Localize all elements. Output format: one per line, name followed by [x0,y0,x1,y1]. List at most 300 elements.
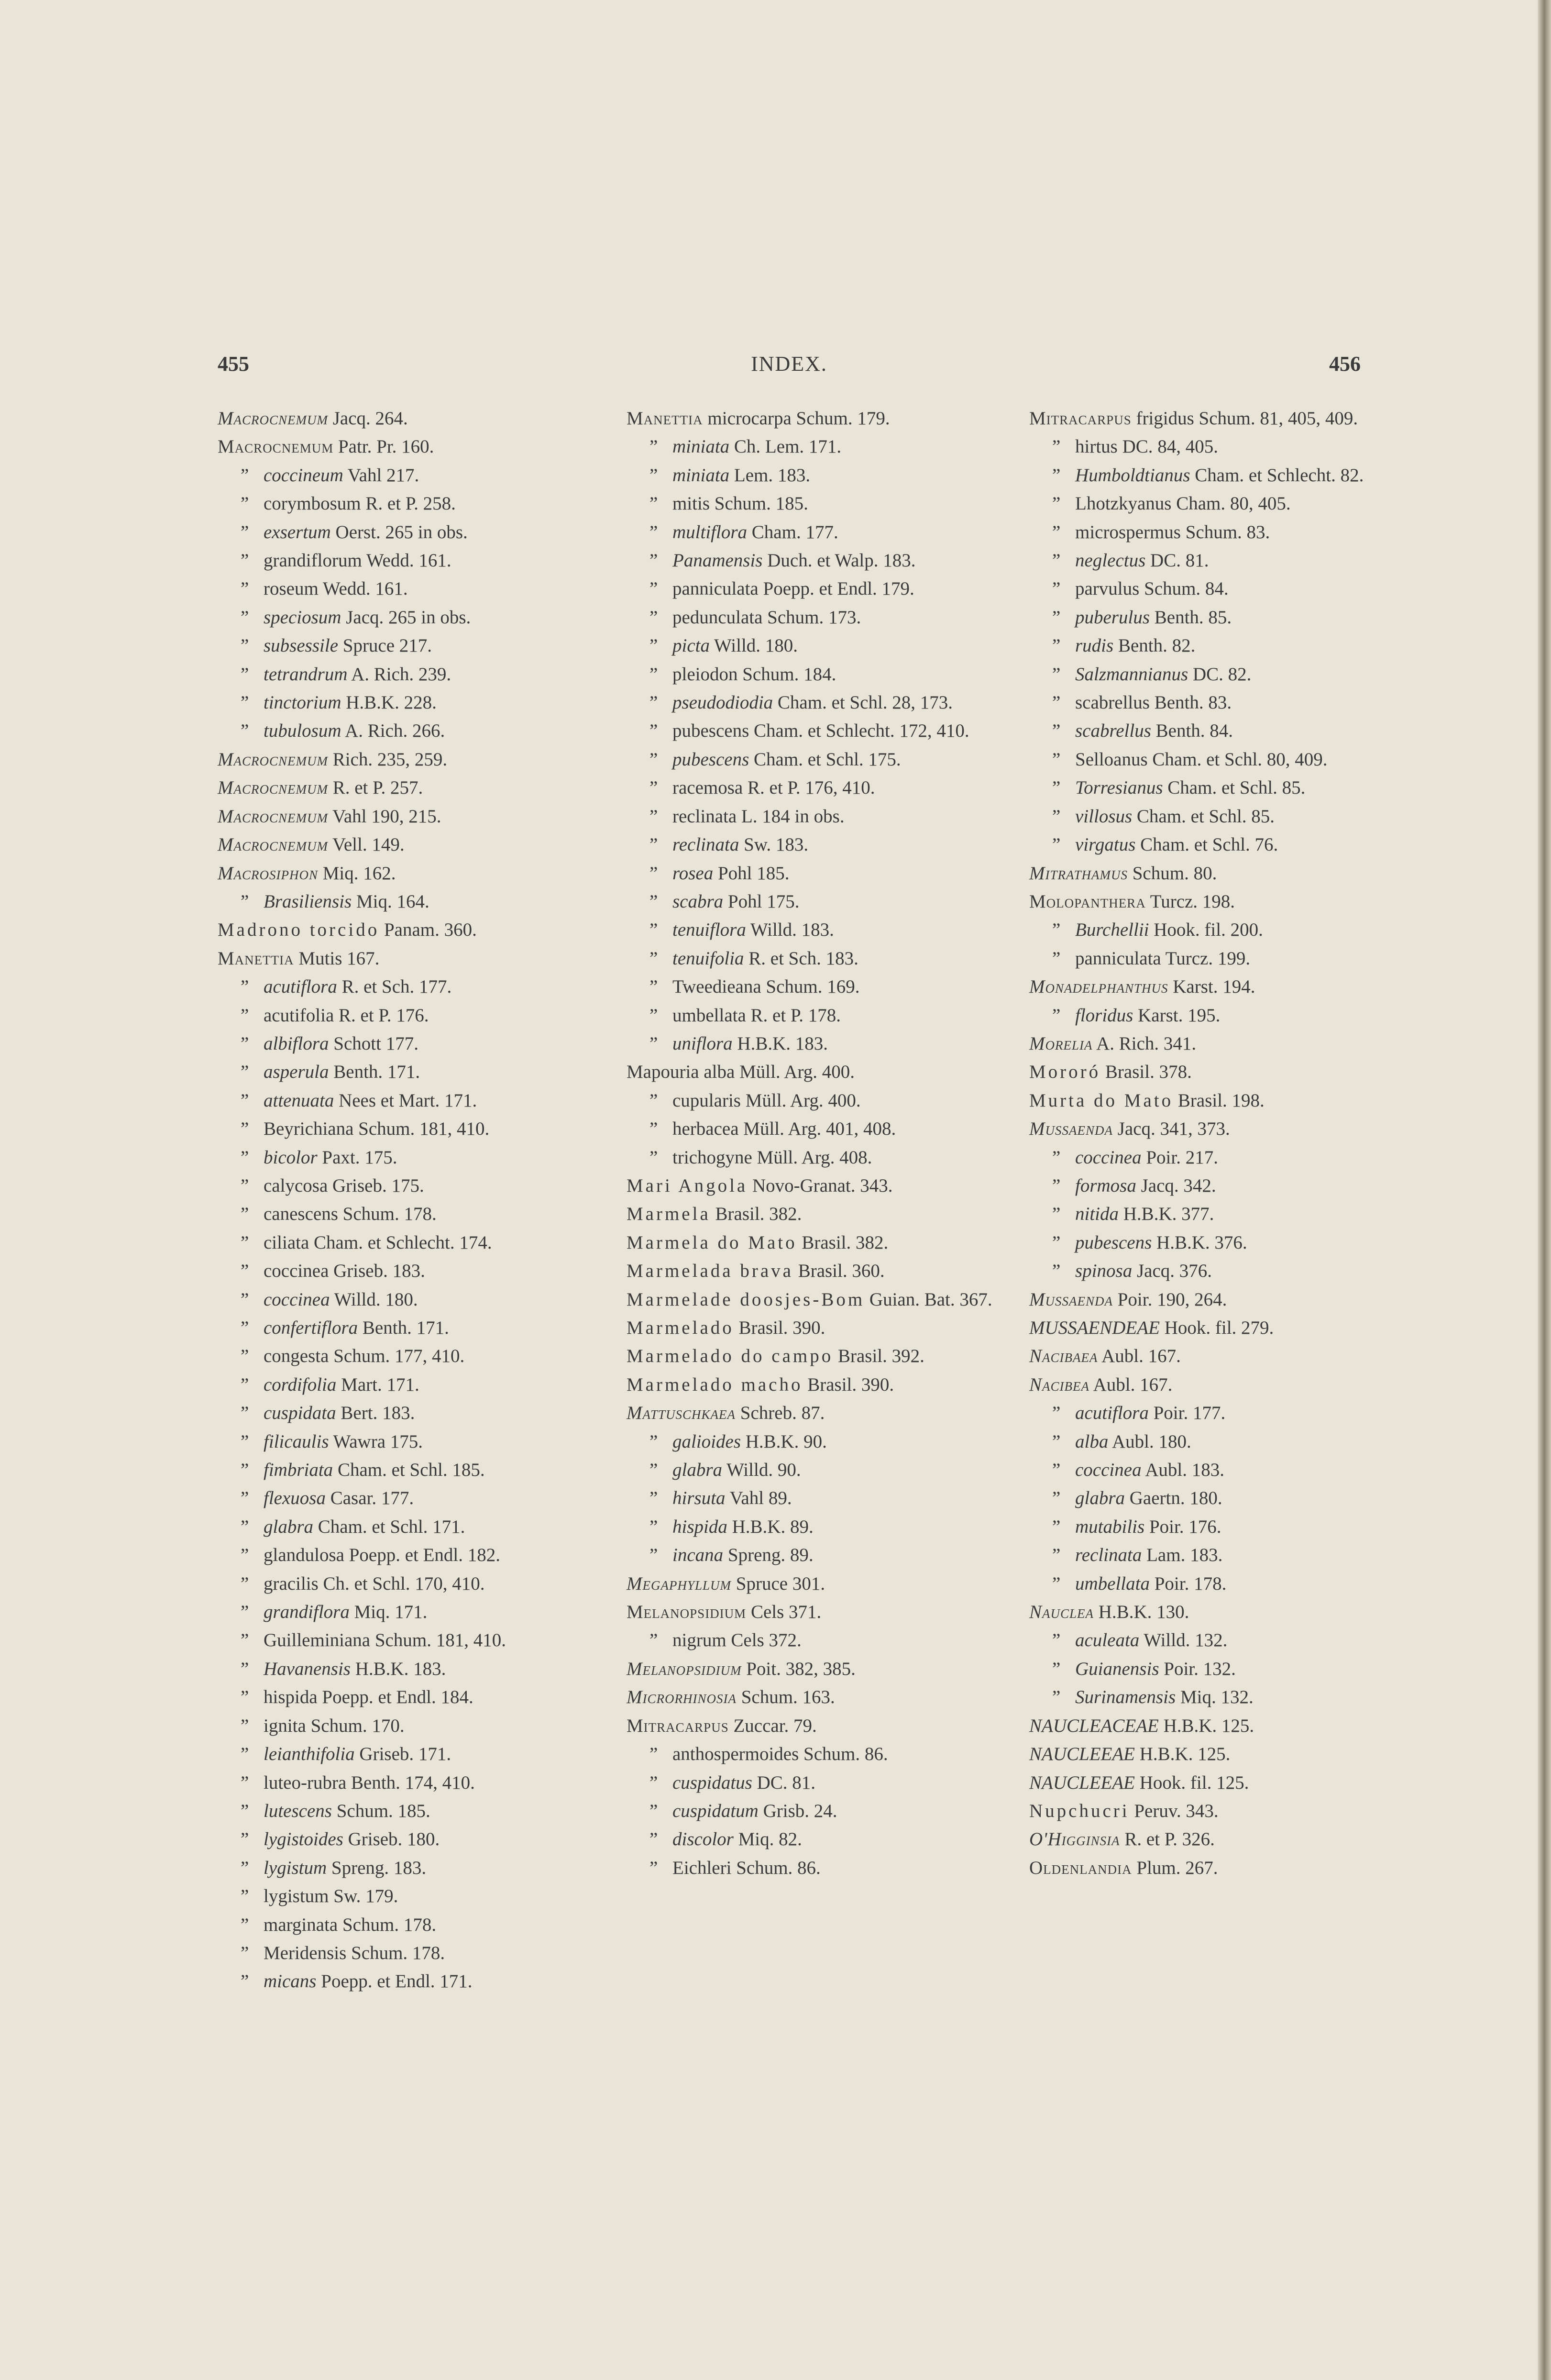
ditto-mark: ” [241,1147,249,1168]
species-name: galioides [672,1431,741,1452]
species-name: coccinea [264,1261,329,1282]
species-name: floridus [1075,1005,1133,1026]
index-column-2 [627,404,1000,1882]
index-entry [627,1086,1000,1115]
ditto-mark: ” [649,1090,658,1111]
index-entry [1029,575,1400,603]
index-column-1 [218,404,588,1996]
species-name: lutescens [264,1800,332,1821]
index-entry [218,603,588,631]
index-entry [218,859,588,887]
entry-reference: Turcz. 199. [1165,948,1251,969]
index-entry [218,546,588,575]
species-name: reclinata [672,834,739,855]
species-name: bicolor [264,1147,318,1168]
ditto-mark: ” [1052,1687,1061,1708]
entry-reference: Willd. 183. [750,919,834,941]
index-entry [627,1428,1000,1456]
entry-reference: Miq. 164. [356,891,429,912]
index-entry [627,1854,1000,1882]
entry-reference: Schum. 178. [351,1942,445,1963]
entry-reference: Paxt. 175. [322,1147,397,1168]
index-entry [218,1712,588,1740]
entry-reference: Schum. 178. [342,1914,437,1935]
index-entry [218,1541,588,1569]
index-entry [627,489,1000,518]
index-entry [218,1967,588,1995]
species-name: picta [672,635,710,656]
genus-name: Nacibaea [1029,1346,1098,1367]
species-name: cupularis [672,1090,741,1111]
index-entry [218,1399,588,1427]
species-name: asperula [264,1062,329,1083]
index-entry [627,631,1000,660]
index-entry [218,660,588,688]
entry-reference: Poepp. et Endl. 184. [322,1687,473,1708]
index-entry [1029,774,1400,802]
index-entry [218,1143,588,1172]
species-name: villosus [1075,806,1133,827]
index-entry [627,546,1000,575]
entry-reference: Schum. 181, 410. [374,1630,506,1651]
genus-name: Nacibea [1029,1374,1089,1395]
index-entry [1029,1200,1400,1228]
entry-reference: Novo-Granat. 343. [752,1175,893,1196]
species-name: miniata [672,465,730,486]
index-entry [1029,404,1400,432]
entry-reference: H.B.K. 89. [732,1516,814,1537]
ditto-mark: ” [1052,1005,1061,1026]
ditto-mark: ” [1052,777,1061,798]
entry-reference: Peruv. 343. [1134,1800,1219,1821]
index-entry [218,1513,588,1541]
species-name: Lhotzkyanus [1075,493,1172,514]
entry-reference: H.B.K. 130. [1098,1602,1189,1623]
entry-reference: R. et P. 176, 410. [748,777,875,798]
species-name: roseum [264,578,319,599]
index-entry [218,1882,588,1910]
ditto-mark: ” [241,1516,249,1537]
index-entry [218,1001,588,1029]
species-name: speciosum [264,607,341,628]
ditto-mark: ” [1052,1488,1061,1509]
index-entry [627,859,1000,887]
index-entry [627,404,1000,432]
ditto-mark: ” [1052,493,1061,514]
entry-reference: Jacq. 341, 373. [1117,1118,1230,1140]
species-name: tenuifolia [672,948,744,969]
species-name: acutiflora [264,976,337,997]
ditto-mark: ” [241,1232,249,1253]
entry-reference: Poir. 176. [1149,1516,1221,1537]
index-entry [1029,1428,1400,1456]
index-entry [1029,603,1400,631]
index-entry [218,1172,588,1200]
entry-reference: Sw. 183. [744,834,809,855]
entry-reference: Poir. 217. [1146,1147,1218,1168]
entry-reference: Poir. 190, 264. [1117,1289,1227,1310]
ditto-mark: ” [649,891,658,912]
entry-reference: R. et P. 326. [1124,1829,1215,1850]
entry-reference: Schum. 84. [1144,578,1229,599]
entry-reference: DC. 81. [757,1772,816,1793]
ditto-mark: ” [1052,692,1061,713]
entry-reference: Müll. Arg. 408. [757,1147,872,1168]
ditto-mark: ” [241,521,249,542]
index-entry [218,944,588,973]
index-entry [1029,1115,1400,1143]
genus-name: Marmelada brava [627,1261,793,1282]
species-name: Beyrichiana [264,1118,354,1140]
ditto-mark: ” [241,1687,249,1708]
entry-reference: Zuccar. 79. [733,1715,817,1736]
index-entry [218,1257,588,1285]
entry-reference: Schum. 83. [1185,521,1270,542]
ditto-mark: ” [649,635,658,656]
index-entry [627,1683,1000,1711]
species-name: glandulosa [264,1545,344,1566]
entry-reference: Nees et Mart. 171. [339,1090,477,1111]
entry-reference: Brasil. 392. [837,1346,924,1367]
ditto-mark: ” [649,607,658,628]
index-entry [627,802,1000,830]
species-name: leianthifolia [264,1744,355,1765]
genus-name: Macrocnemum [218,834,328,855]
index-entry [1029,1456,1400,1484]
entry-reference: Poit. 382, 385. [746,1658,856,1679]
ditto-mark: ” [241,692,249,713]
index-entry [1029,1086,1400,1115]
ditto-mark: ” [241,1317,249,1338]
ditto-mark: ” [649,550,658,571]
index-entry [627,916,1000,944]
genus-name: Marmelado do campo [627,1346,834,1367]
index-entry [627,1655,1000,1683]
ditto-mark: ” [1052,521,1061,542]
ditto-mark: ” [649,1033,658,1054]
species-name: parvulus [1075,578,1140,599]
entry-reference: Wedd. 161. [322,578,408,599]
index-entry [627,688,1000,717]
index-entry [627,1314,1000,1342]
entry-reference: Brasil. 198. [1177,1090,1265,1111]
page-number-left: 455 [218,352,249,376]
ditto-mark: ” [241,1261,249,1282]
index-entry [1029,631,1400,660]
ditto-mark: ” [241,1431,249,1452]
species-name: lygistoides [264,1829,343,1850]
ditto-mark: ” [1052,578,1061,599]
entry-reference: Poepp. et Endl. 182. [349,1545,501,1566]
species-name: gracilis [264,1573,319,1594]
species-name: pedunculata [672,607,763,628]
index-entry [218,1570,588,1598]
entry-reference: Cham. et Schlecht. 174. [314,1232,492,1253]
species-name: reclinata [672,806,737,827]
ditto-mark: ” [649,1772,658,1793]
index-entry [627,1371,1000,1399]
entry-reference: Vahl 190, 215. [332,806,441,827]
index-entry [627,1797,1000,1825]
entry-reference: Aubl. 167. [1093,1374,1173,1395]
ditto-mark: ” [241,465,249,486]
entry-reference: R. et Sch. 177. [341,976,452,997]
entry-reference: Miq. 171. [354,1602,428,1623]
ditto-mark: ” [241,1602,249,1623]
entry-reference: Willd. 180. [714,635,798,656]
ditto-mark: ” [241,1289,249,1310]
species-name: congesta [264,1346,329,1367]
index-entry [627,1399,1000,1427]
index-entry [627,461,1000,489]
entry-reference: Willd. 180. [334,1289,418,1310]
genus-name: MUSSAENDEAE [1029,1317,1160,1338]
species-name: cordifolia [264,1374,337,1395]
ditto-mark: ” [1052,1403,1061,1424]
ditto-mark: ” [1052,1630,1061,1651]
genus-name: Melanopsidium [627,1658,742,1679]
ditto-mark: ” [1052,919,1061,941]
species-name: hispida [672,1516,727,1537]
ditto-mark: ” [241,1062,249,1083]
entry-reference: Poir. 178. [1154,1573,1227,1594]
species-name: flexuosa [264,1488,326,1509]
species-name: Surinamensis [1075,1687,1176,1708]
entry-reference: Benth. 83. [1154,692,1232,713]
ditto-mark: ” [241,1886,249,1907]
index-entry [218,489,588,518]
genus-name: Macrocnemum [218,777,328,798]
genus-name: Marmela do Mato [627,1232,797,1253]
species-name: multiflora [672,521,748,542]
entry-reference: Pohl 185. [717,863,790,884]
species-name: Panamensis [672,550,763,571]
species-name: Guilleminiana [264,1630,371,1651]
index-entry [627,1570,1000,1598]
species-name: luteo-rubra [264,1772,347,1793]
genus-name: Morelia [1029,1033,1093,1054]
entry-reference: Brasil. 382. [802,1232,889,1253]
ditto-mark: ” [649,976,658,997]
index-entry [1029,944,1400,973]
ditto-mark: ” [241,1971,249,1992]
index-entry [1029,1541,1400,1569]
index-entry [218,1229,588,1257]
entry-reference: Cham. et Schl. 85. [1167,777,1306,798]
index-entry [218,1797,588,1825]
index-entry [627,1229,1000,1257]
species-name: reclinata [1075,1545,1142,1566]
ditto-mark: ” [649,1744,658,1765]
species-name: tubulosum [264,720,341,742]
index-entry [218,461,588,489]
genus-name: Macrocnemum [218,749,328,770]
index-entry [218,1314,588,1342]
genus-name: Molopanthera [1029,891,1146,912]
page-title: INDEX. [751,352,827,376]
species-name: formosa [1075,1175,1136,1196]
ditto-mark: ” [649,692,658,713]
entry-reference: Karst. 195. [1138,1005,1221,1026]
species-name: acutifolia [264,1005,334,1026]
index-entry [1029,432,1400,461]
genus-name: Madrono torcido [218,919,380,941]
species-name: ignita [264,1715,306,1736]
index-entry [218,1058,588,1086]
index-entry [218,1825,588,1853]
index-entry [1029,1257,1400,1285]
index-entry [627,1342,1000,1370]
entry-reference: Schum. 177, 410. [333,1346,465,1367]
index-entry [627,1200,1000,1228]
genus-name: Melanopsidium [627,1602,747,1623]
index-entry [627,1257,1000,1285]
index-entry [1029,1172,1400,1200]
species-name: glabra [672,1460,723,1481]
ditto-mark: ” [241,1772,249,1793]
entry-reference: Cham. et Schl. 28, 173. [777,692,953,713]
species-name: hispida [264,1687,318,1708]
index-entry [218,1428,588,1456]
entry-reference: Poir. 132. [1164,1658,1236,1679]
entry-reference: Griseb. 180. [348,1829,440,1850]
ditto-mark: ” [1052,1147,1061,1168]
species-name: Humboldtianus [1075,465,1190,486]
entry-reference: Cham. et Schl. 80, 409. [1152,749,1328,770]
entry-reference: Benth. 171. [333,1062,420,1083]
entry-reference: Miq. 82. [738,1829,802,1850]
index-entry [1029,1626,1400,1654]
species-name: lygistum [264,1886,329,1907]
index-entry [218,1911,588,1939]
ditto-mark: ” [649,1800,658,1821]
genus-name: Monadelphanthus [1029,976,1168,997]
species-name: marginata [264,1914,338,1935]
entry-reference: Cels 371. [750,1602,822,1623]
species-name: mitis [672,493,710,514]
genus-name: Oldenlandia [1029,1857,1132,1878]
ditto-mark: ” [649,1630,658,1651]
index-entry [1029,1229,1400,1257]
genus-name: Macrocnemum [218,436,334,457]
species-name: pleiodon [672,664,738,685]
index-entry [627,745,1000,774]
entry-reference: Benth. 84. [1155,720,1233,742]
index-entry [218,518,588,546]
ditto-mark: ” [649,465,658,486]
species-name: nigrum [672,1630,726,1651]
genus-name: Mussaenda [1029,1289,1113,1310]
species-name: Brasiliensis [264,891,352,912]
ditto-mark: ” [241,1403,249,1424]
species-name: hirtus [1075,436,1118,457]
index-entry [1029,660,1400,688]
species-name: miniata [672,436,730,457]
index-entry [218,1456,588,1484]
entry-reference: Sw. 179. [333,1886,398,1907]
index-entry [218,774,588,802]
entry-reference: Lem. 183. [734,465,811,486]
species-name: ciliata [264,1232,309,1253]
index-entry [1029,1399,1400,1427]
index-entry [1029,1001,1400,1029]
ditto-mark: ” [1052,1261,1061,1282]
index-entry [218,1484,588,1512]
species-name: Burchellii [1075,919,1149,941]
entry-reference: Cham. et Schlecht. 172, 410. [754,720,969,742]
ditto-mark: ” [241,1175,249,1196]
index-entry [1029,1285,1400,1314]
species-name: rudis [1075,635,1114,656]
species-name: coccinea [264,1289,330,1310]
entry-reference: A. Rich. 341. [1096,1033,1197,1054]
index-entry [1029,1371,1400,1399]
genus-name: Manettia [627,408,703,429]
index-entry [218,432,588,461]
index-entry [1029,546,1400,575]
genus-name: Mitrathamus [1029,863,1128,884]
species-name: pubescens [672,720,749,742]
ditto-mark: ” [1052,948,1061,969]
entry-reference: Brasil. 390. [738,1317,825,1338]
index-entry [627,432,1000,461]
index-entry [218,973,588,1001]
index-entry [1029,802,1400,830]
ditto-mark: ” [649,777,658,798]
species-name: herbacea [672,1118,739,1140]
entry-reference: Brasil. 390. [807,1374,894,1395]
index-entry [627,518,1000,546]
ditto-mark: ” [649,1829,658,1850]
index-entry [1029,1854,1400,1882]
entry-reference: Oerst. 265 in obs. [335,521,468,542]
index-entry [1029,973,1400,1001]
entry-reference: Cham. et Schl. 185. [337,1460,485,1481]
species-name: scabrellus [1075,692,1150,713]
species-name: nitida [1075,1204,1119,1225]
index-entry [1029,1712,1400,1740]
ditto-mark: ” [1052,664,1061,685]
species-name: trichogyne [672,1147,752,1168]
species-name: acutiflora [1075,1403,1149,1424]
index-entry [1029,461,1400,489]
index-entry [218,802,588,830]
ditto-mark: ” [241,1573,249,1594]
species-name: canescens [264,1204,338,1225]
entry-reference: Jacq. 376. [1136,1261,1212,1282]
entry-reference: DC. 84, 405. [1122,436,1219,457]
species-name: umbellata [1075,1573,1150,1594]
index-entry [627,1058,1000,1086]
species-name: anthospermoides [672,1744,799,1765]
entry-reference: R. et Sch. 183. [748,948,858,969]
species-name: puberulus [1075,607,1150,628]
entry-reference: Hook. fil. 125. [1139,1772,1249,1793]
index-entry [218,1683,588,1711]
index-entry [218,631,588,660]
index-entry [627,1456,1000,1484]
index-entry [1029,489,1400,518]
genus-name: Nupchucri [1029,1800,1130,1821]
index-entry [1029,1143,1400,1172]
species-name: glabra [1075,1488,1125,1509]
ditto-mark: ” [649,834,658,855]
index-entry [1029,717,1400,745]
species-name: cuspidata [264,1403,336,1424]
entry-reference: H.B.K. 183. [355,1658,446,1679]
entry-reference: Willd. 132. [1144,1630,1228,1651]
ditto-mark: ” [649,1857,658,1878]
